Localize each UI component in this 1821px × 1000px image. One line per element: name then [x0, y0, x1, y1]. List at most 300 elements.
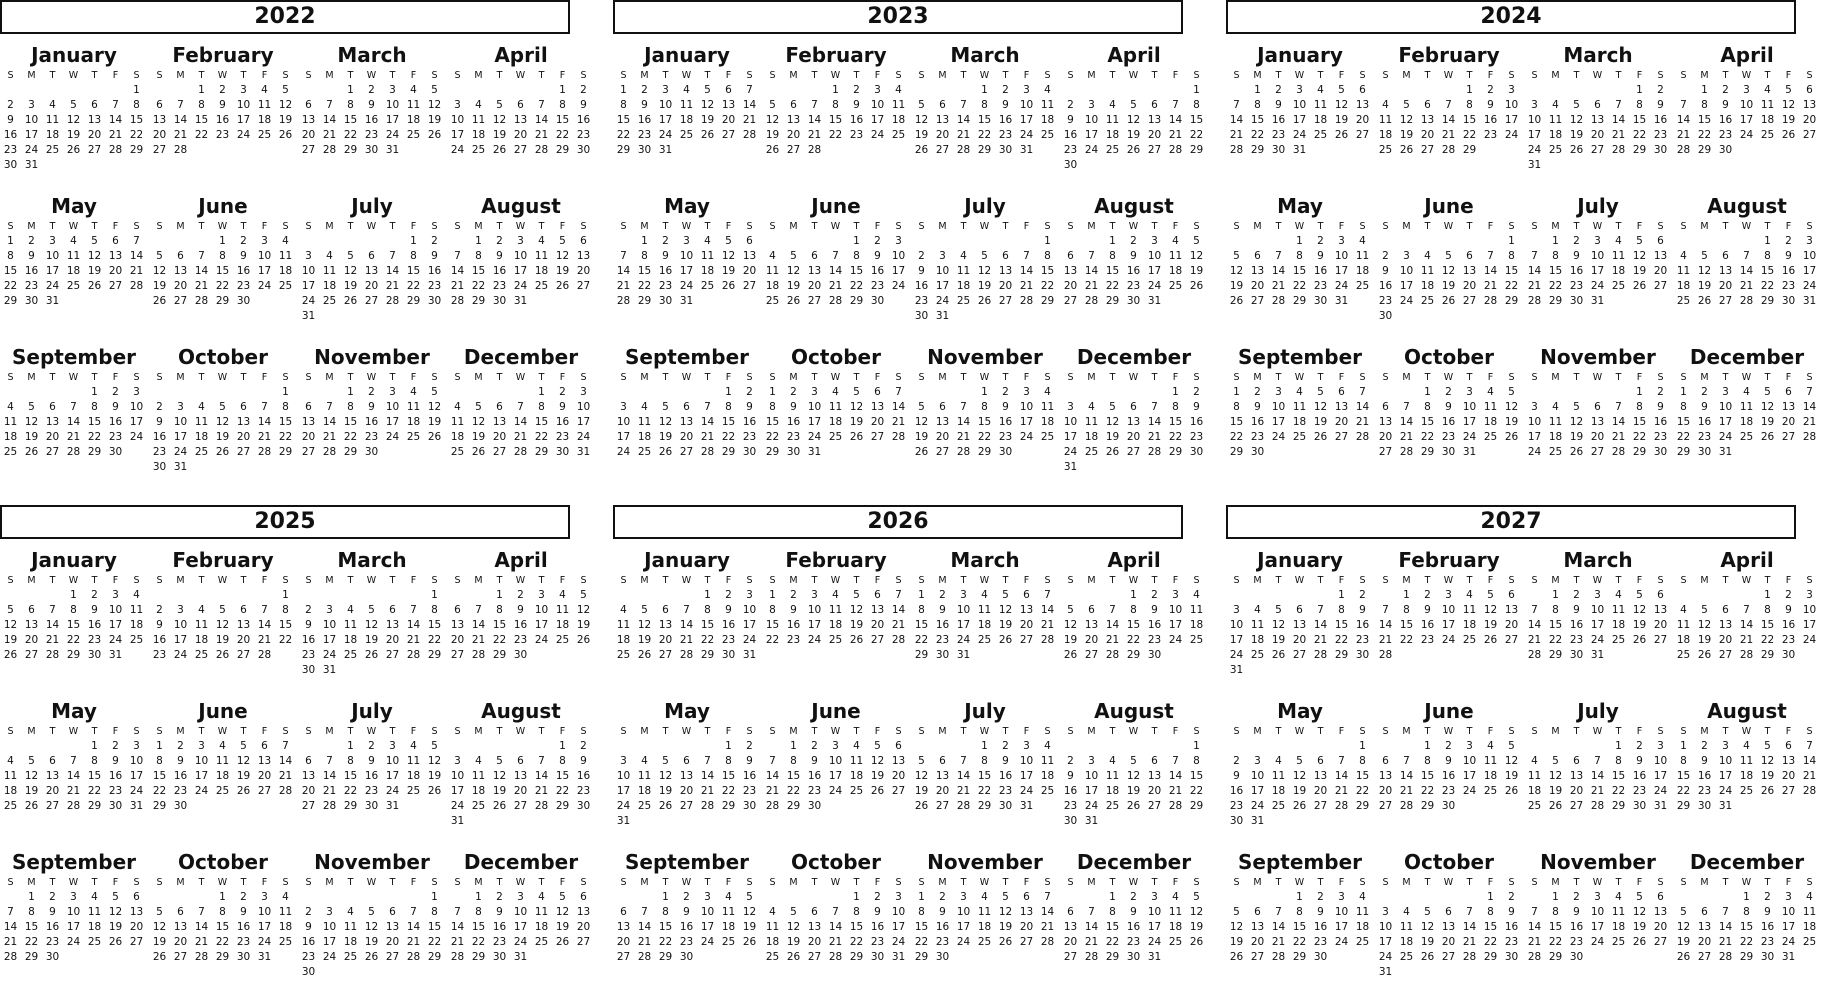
day-cell: 11 — [637, 416, 652, 428]
empty-cell — [634, 890, 655, 905]
day-cell: 16 — [998, 114, 1013, 126]
day-cell: 1 — [1680, 386, 1687, 398]
day-cell: 15 — [1105, 921, 1120, 933]
day-cell: 23 — [998, 785, 1013, 797]
day-cell: 30 — [364, 800, 379, 812]
empty-cell — [170, 83, 191, 98]
empty-cell — [655, 588, 676, 603]
day-cell: 7 — [198, 250, 205, 262]
day-cell: 20 — [786, 129, 801, 141]
weekday-label: F — [1172, 221, 1179, 232]
day-cell: 13 — [935, 416, 950, 428]
day-cell: 25 — [45, 144, 60, 156]
day-grid — [447, 724, 595, 829]
day-cell: 15 — [914, 921, 929, 933]
day-cell: 2 — [918, 250, 925, 262]
day-cell: 12 — [977, 265, 992, 277]
day-cell: 18 — [45, 129, 60, 141]
day-cell: 6 — [1785, 386, 1792, 398]
day-cell: 26 — [3, 649, 18, 661]
year-title: 2022 — [0, 0, 570, 34]
day-cell: 29 — [492, 649, 507, 661]
weekday-label: T — [240, 70, 247, 81]
day-cell: 15 — [1334, 619, 1349, 631]
day-cell: 29 — [1504, 295, 1519, 307]
day-cell: 7 — [1044, 891, 1051, 903]
day-cell: 28 — [679, 649, 694, 661]
day-cell: 30 — [1569, 649, 1584, 661]
weekday-label: W — [1741, 221, 1752, 232]
day-cell: 6 — [1701, 906, 1708, 918]
day-cell: 22 — [1189, 129, 1204, 141]
weekday-label: T — [1466, 221, 1473, 232]
weekday-label: S — [1508, 726, 1515, 737]
day-cell: 24 — [1084, 144, 1099, 156]
month-march — [298, 42, 446, 158]
weekday-label: S — [7, 726, 14, 737]
weekday-label: S — [895, 726, 902, 737]
day-cell: 27 — [450, 649, 465, 661]
month-name: January — [31, 548, 117, 572]
empty-cell — [1694, 588, 1715, 603]
day-cell: 22 — [658, 936, 673, 948]
empty-cell — [63, 83, 84, 98]
day-cell: 19 — [87, 265, 102, 277]
day-cell: 21 — [1271, 280, 1286, 292]
weekday-label: F — [1785, 372, 1792, 383]
day-cell: 19 — [1420, 936, 1435, 948]
day-cell: 5 — [769, 99, 776, 111]
empty-cell — [361, 890, 382, 905]
day-cell: 2 — [112, 386, 119, 398]
day-cell: 22 — [66, 634, 81, 646]
day-cell: 1 — [1109, 891, 1116, 903]
day-cell: 18 — [977, 619, 992, 631]
empty-cell — [1102, 588, 1123, 603]
day-cell: 14 — [1040, 604, 1055, 616]
day-cell: 31 — [24, 159, 39, 171]
day-cell: 9 — [1701, 755, 1708, 767]
day-cell: 28 — [322, 446, 337, 458]
day-cell: 9 — [1722, 99, 1729, 111]
day-cell: 27 — [616, 951, 631, 963]
weekday-label: W — [830, 877, 841, 888]
day-cell: 24 — [807, 634, 822, 646]
day-cell: 10 — [194, 755, 209, 767]
day-cell: 19 — [108, 921, 123, 933]
month-name: September — [1238, 345, 1362, 369]
empty-cell — [1081, 890, 1102, 905]
day-cell: 14 — [700, 770, 715, 782]
day-cell: 24 — [385, 431, 400, 443]
day-cell: 8 — [1296, 906, 1303, 918]
day-cell: 26 — [1697, 295, 1712, 307]
weekday-label: S — [431, 877, 438, 888]
day-cell: 18 — [891, 114, 906, 126]
empty-cell — [1459, 234, 1480, 249]
month-name: July — [1577, 699, 1619, 723]
weekday-label: T — [853, 221, 860, 232]
day-cell: 23 — [1569, 280, 1584, 292]
day-cell: 27 — [1697, 951, 1712, 963]
empty-cell — [170, 385, 191, 400]
day-cell: 6 — [1088, 604, 1095, 616]
day-cell: 14 — [66, 770, 81, 782]
empty-cell — [1268, 234, 1289, 249]
day-cell: 10 — [616, 416, 631, 428]
weekday-label: S — [133, 575, 140, 586]
day-cell: 21 — [828, 280, 843, 292]
day-grid — [911, 219, 1059, 324]
day-cell: 9 — [496, 250, 503, 262]
day-cell: 22 — [427, 936, 442, 948]
day-cell: 11 — [1355, 906, 1370, 918]
day-cell: 5 — [70, 99, 77, 111]
day-cell: 27 — [679, 800, 694, 812]
day-cell: 28 — [616, 295, 631, 307]
day-cell: 29 — [914, 649, 929, 661]
weekday-label: T — [1764, 70, 1771, 81]
day-cell: 13 — [1590, 114, 1605, 126]
day-cell: 21 — [828, 936, 843, 948]
weekday-label: T — [1109, 70, 1116, 81]
day-cell: 9 — [641, 99, 648, 111]
day-cell: 3 — [454, 755, 461, 767]
day-cell: 25 — [1611, 280, 1626, 292]
day-cell: 3 — [389, 386, 396, 398]
day-cell: 16 — [1441, 416, 1456, 428]
weekday-label: T — [496, 726, 503, 737]
day-cell: 27 — [1590, 144, 1605, 156]
day-cell: 26 — [1334, 129, 1349, 141]
weekday-label: W — [515, 221, 526, 232]
month-name: September — [625, 850, 749, 874]
day-cell: 5 — [1445, 250, 1452, 262]
weekday-label: W — [515, 726, 526, 737]
weekday-label: F — [725, 575, 732, 586]
day-cell: 9 — [874, 250, 881, 262]
day-cell: 30 — [786, 446, 801, 458]
day-cell: 25 — [616, 649, 631, 661]
day-cell: 14 — [534, 770, 549, 782]
day-cell: 7 — [1088, 250, 1095, 262]
weekday-label: T — [662, 877, 669, 888]
day-cell: 14 — [1229, 114, 1244, 126]
weekday-label: M — [1253, 70, 1262, 81]
day-cell: 11 — [45, 114, 60, 126]
empty-cell — [911, 83, 932, 98]
day-cell: 13 — [257, 755, 272, 767]
day-cell: 28 — [1739, 649, 1754, 661]
day-cell: 2 — [368, 84, 375, 96]
weekday-label: M — [640, 70, 649, 81]
day-cell: 21 — [637, 936, 652, 948]
day-cell: 21 — [1611, 129, 1626, 141]
day-cell: 11 — [278, 906, 293, 918]
day-cell: 16 — [152, 431, 167, 443]
day-cell: 16 — [1632, 770, 1647, 782]
weekday-label: F — [874, 726, 881, 737]
day-cell: 15 — [24, 921, 39, 933]
day-cell: 9 — [580, 755, 587, 767]
day-cell: 5 — [368, 906, 375, 918]
day-cell: 14 — [1739, 265, 1754, 277]
day-cell: 17 — [1292, 114, 1307, 126]
weekday-label: T — [389, 221, 396, 232]
month-may — [1226, 193, 1374, 309]
day-cell: 23 — [998, 129, 1013, 141]
day-cell: 9 — [1130, 250, 1137, 262]
day-cell: 14 — [807, 114, 822, 126]
empty-cell — [1715, 890, 1736, 905]
month-august — [1673, 193, 1821, 309]
day-cell: 13 — [152, 114, 167, 126]
day-cell: 4 — [1109, 99, 1116, 111]
day-cell: 3 — [662, 84, 669, 96]
day-cell: 22 — [1399, 634, 1414, 646]
day-cell: 8 — [431, 906, 438, 918]
day-cell: 22 — [1676, 785, 1691, 797]
day-cell: 17 — [891, 921, 906, 933]
day-cell: 27 — [935, 144, 950, 156]
day-cell: 19 — [364, 936, 379, 948]
day-cell: 12 — [492, 114, 507, 126]
day-cell: 18 — [471, 129, 486, 141]
day-cell: 25 — [406, 129, 421, 141]
day-cell: 16 — [492, 265, 507, 277]
weekday-label: S — [918, 372, 925, 383]
day-cell: 30 — [721, 649, 736, 661]
day-cell: 20 — [236, 431, 251, 443]
day-cell: 27 — [1378, 446, 1393, 458]
empty-cell — [0, 739, 21, 754]
empty-cell — [1060, 739, 1081, 754]
day-cell: 11 — [1462, 604, 1477, 616]
weekday-label: S — [746, 372, 753, 383]
day-grid — [0, 68, 148, 173]
day-cell: 6 — [1466, 250, 1473, 262]
day-cell: 12 — [658, 416, 673, 428]
day-cell: 20 — [1250, 936, 1265, 948]
day-cell: 5 — [1130, 755, 1137, 767]
weekday-label: W — [217, 70, 228, 81]
weekday-label: W — [979, 70, 990, 81]
day-cell: 3 — [240, 84, 247, 96]
day-cell: 12 — [1760, 401, 1775, 413]
day-cell: 15 — [215, 921, 230, 933]
day-cell: 17 — [513, 921, 528, 933]
day-cell: 23 — [1063, 144, 1078, 156]
weekday-label: S — [7, 877, 14, 888]
empty-cell — [149, 890, 170, 905]
day-cell: 16 — [152, 634, 167, 646]
day-cell: 5 — [1764, 740, 1771, 752]
day-cell: 1 — [725, 386, 732, 398]
day-cell: 12 — [236, 755, 251, 767]
day-cell: 9 — [1657, 401, 1664, 413]
day-cell: 2 — [368, 386, 375, 398]
weekday-label: T — [1151, 372, 1158, 383]
day-cell: 16 — [576, 114, 591, 126]
day-cell: 12 — [1189, 906, 1204, 918]
day-cell: 25 — [406, 785, 421, 797]
day-cell: 17 — [1147, 265, 1162, 277]
day-cell: 23 — [742, 785, 757, 797]
day-cell: 15 — [471, 921, 486, 933]
day-cell: 31 — [956, 649, 971, 661]
day-cell: 3 — [1657, 740, 1664, 752]
day-cell: 18 — [1483, 416, 1498, 428]
day-cell: 16 — [1063, 785, 1078, 797]
weekday-label: F — [1338, 70, 1345, 81]
day-cell: 29 — [1760, 295, 1775, 307]
month-march — [911, 547, 1059, 663]
month-november — [298, 849, 446, 980]
empty-cell — [1226, 890, 1247, 905]
day-cell: 10 — [828, 755, 843, 767]
day-cell: 15 — [765, 619, 780, 631]
day-cell: 31 — [658, 144, 673, 156]
month-february — [762, 42, 910, 158]
day-cell: 1 — [1338, 589, 1345, 601]
day-cell: 18 — [1462, 619, 1477, 631]
day-cell: 2 — [517, 589, 524, 601]
day-cell: 31 — [173, 461, 188, 473]
day-cell: 27 — [1313, 800, 1328, 812]
day-cell: 20 — [1462, 280, 1477, 292]
day-cell: 21 — [1462, 936, 1477, 948]
weekday-label: W — [1741, 575, 1752, 586]
month-july — [298, 193, 446, 324]
day-cell: 13 — [1653, 250, 1668, 262]
day-cell: 15 — [215, 265, 230, 277]
day-cell: 26 — [658, 446, 673, 458]
day-cell: 5 — [1701, 604, 1708, 616]
day-cell: 30 — [807, 800, 822, 812]
day-cell: 5 — [28, 755, 35, 767]
day-cell: 19 — [1697, 634, 1712, 646]
day-cell: 12 — [24, 416, 39, 428]
day-cell: 31 — [1527, 159, 1542, 171]
day-cell: 22 — [1420, 785, 1435, 797]
day-cell: 28 — [66, 446, 81, 458]
day-cell: 2 — [662, 235, 669, 247]
day-cell: 28 — [471, 649, 486, 661]
month-name: June — [198, 194, 248, 218]
empty-cell — [1081, 385, 1102, 400]
day-cell: 30 — [1569, 295, 1584, 307]
day-cell: 31 — [129, 800, 144, 812]
day-cell: 30 — [45, 951, 60, 963]
day-cell: 1 — [853, 235, 860, 247]
day-cell: 15 — [555, 114, 570, 126]
empty-cell — [447, 385, 468, 400]
empty-cell — [634, 739, 655, 754]
day-cell: 21 — [1334, 785, 1349, 797]
weekday-label: S — [1531, 575, 1538, 586]
day-cell: 16 — [870, 265, 885, 277]
day-cell: 27 — [1781, 431, 1796, 443]
day-cell: 15 — [765, 416, 780, 428]
day-cell: 10 — [1527, 416, 1542, 428]
day-cell: 3 — [1023, 84, 1030, 96]
weekday-label: T — [704, 372, 711, 383]
day-cell: 23 — [658, 280, 673, 292]
day-cell: 2 — [1067, 755, 1074, 767]
weekday-label: M — [1253, 372, 1262, 383]
day-cell: 27 — [385, 951, 400, 963]
day-cell: 10 — [1147, 906, 1162, 918]
weekday-label: T — [853, 575, 860, 586]
day-cell: 6 — [177, 250, 184, 262]
day-cell: 4 — [198, 401, 205, 413]
day-cell: 20 — [1147, 785, 1162, 797]
day-cell: 1 — [1636, 386, 1643, 398]
weekday-label: S — [1067, 221, 1074, 232]
empty-cell — [319, 234, 340, 249]
day-cell: 2 — [1130, 235, 1137, 247]
month-january — [613, 547, 761, 663]
day-cell: 2 — [1701, 740, 1708, 752]
weekday-label: W — [979, 221, 990, 232]
day-cell: 9 — [1233, 770, 1240, 782]
month-september — [613, 849, 761, 965]
day-cell: 7 — [1615, 99, 1622, 111]
day-cell: 19 — [24, 431, 39, 443]
day-cell: 31 — [1718, 800, 1733, 812]
empty-cell — [1081, 83, 1102, 98]
empty-cell — [1587, 83, 1608, 98]
weekday-label: T — [1275, 877, 1282, 888]
day-cell: 18 — [1189, 619, 1204, 631]
weekday-label: F — [261, 70, 268, 81]
weekday-label: S — [1531, 877, 1538, 888]
day-cell: 11 — [637, 770, 652, 782]
day-cell: 10 — [807, 401, 822, 413]
weekday-label: S — [1193, 372, 1200, 383]
weekday-label: S — [1359, 221, 1366, 232]
weekday-label: F — [1023, 372, 1030, 383]
weekday-label: S — [431, 372, 438, 383]
day-cell: 9 — [368, 755, 375, 767]
day-cell: 19 — [1189, 921, 1204, 933]
day-cell: 9 — [177, 755, 184, 767]
day-cell: 27 — [1718, 295, 1733, 307]
day-cell: 31 — [616, 815, 631, 827]
day-cell: 12 — [87, 250, 102, 262]
day-cell: 24 — [1590, 936, 1605, 948]
day-cell: 22 — [471, 280, 486, 292]
day-cell: 22 — [534, 431, 549, 443]
day-cell: 8 — [1764, 604, 1771, 616]
month-march — [1524, 547, 1672, 663]
day-cell: 7 — [1722, 906, 1729, 918]
month-november — [911, 849, 1059, 965]
day-cell: 22 — [1697, 129, 1712, 141]
day-cell: 9 — [156, 416, 163, 428]
empty-cell — [1524, 739, 1545, 754]
day-cell: 4 — [1088, 401, 1095, 413]
empty-cell — [932, 83, 953, 98]
weekday-label: T — [1424, 70, 1431, 81]
day-cell: 6 — [1382, 401, 1389, 413]
day-cell: 1 — [1466, 84, 1473, 96]
day-cell: 1 — [620, 84, 627, 96]
day-cell: 22 — [1632, 129, 1647, 141]
weekday-label: S — [769, 221, 776, 232]
day-cell: 18 — [3, 785, 18, 797]
weekday-label: S — [1193, 70, 1200, 81]
